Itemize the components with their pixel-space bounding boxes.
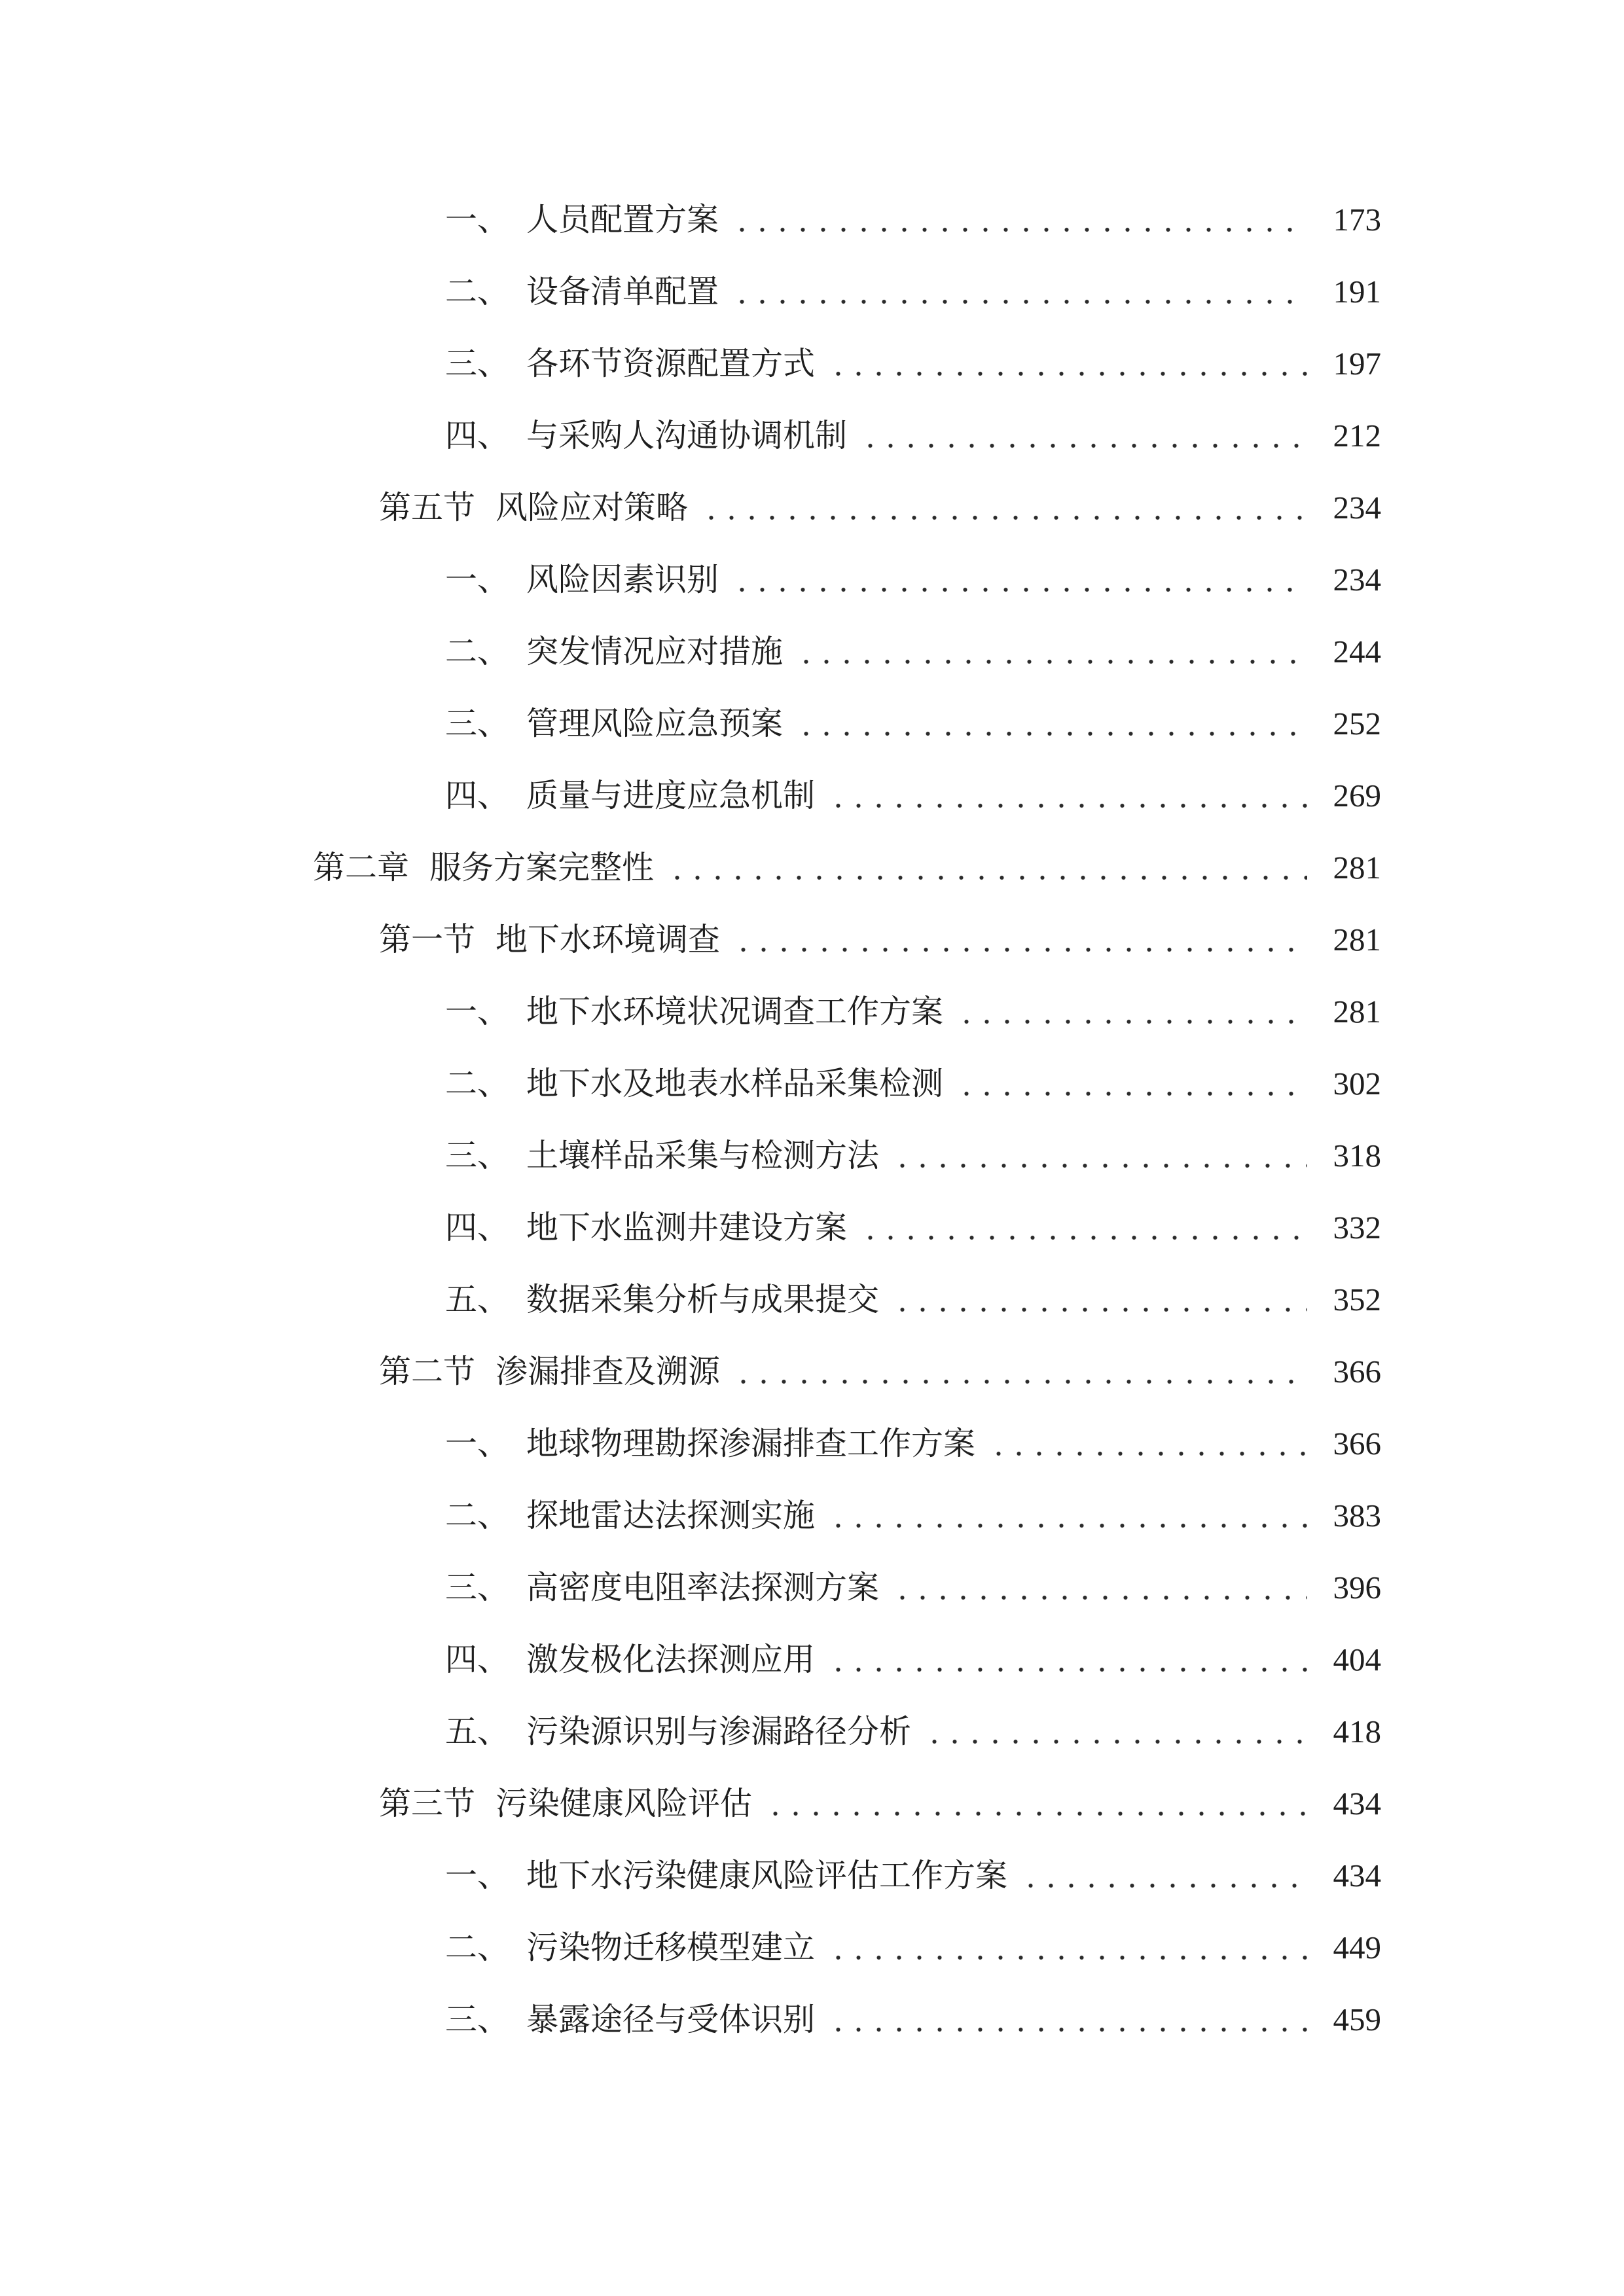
toc-page-number: 404 <box>1333 1641 1381 1677</box>
toc-entry-title: 各环节资源配置方式 <box>526 345 816 382</box>
dot-leader <box>828 780 1307 812</box>
toc-entry-marker: 五、 <box>445 1281 510 1318</box>
toc-entry-title: 污染源识别与渗漏路径分析 <box>526 1713 912 1749</box>
toc-entry-title: 污染健康风险评估 <box>496 1785 753 1821</box>
toc-page-number: 302 <box>1333 1065 1381 1102</box>
toc-page-number: 459 <box>1333 2001 1381 2037</box>
toc-entry-title: 污染物迁移模型建立 <box>526 1929 816 1965</box>
toc-entry-title: 数据采集分析与成果提交 <box>526 1281 880 1318</box>
toc-page-number: 418 <box>1333 1713 1381 1749</box>
toc-entry-item <box>0 1623 1624 1695</box>
toc-entry-title: 地下水环境状况调查工作方案 <box>526 993 944 1030</box>
toc-page-number: 449 <box>1333 1929 1381 1965</box>
toc-entry-item <box>0 1119 1624 1191</box>
toc-page-number: 281 <box>1333 921 1381 958</box>
toc-section-label: 第一节 <box>379 921 476 958</box>
dot-leader <box>765 1787 1307 1820</box>
toc-entry-marker: 二、 <box>445 633 510 670</box>
toc-entry-title: 突发情况应对措施 <box>526 633 784 670</box>
toc-entry-marker: 三、 <box>445 2001 510 2037</box>
toc-entry-title: 地球物理勘探渗漏排查工作方案 <box>526 1425 976 1462</box>
toc-entry-marker: 二、 <box>445 1497 510 1534</box>
toc-page-number: 434 <box>1333 1785 1381 1821</box>
toc-entry-marker: 三、 <box>445 705 510 742</box>
toc-entry-item <box>0 1479 1624 1551</box>
toc-entry-title: 探地雷达法探测实施 <box>526 1497 816 1534</box>
toc-entry-section <box>0 1335 1624 1407</box>
toc-entry-section <box>0 1767 1624 1839</box>
toc-page-number: 269 <box>1333 777 1381 814</box>
toc-entry-title: 地下水污染健康风险评估工作方案 <box>526 1857 1008 1893</box>
toc-entry-marker: 三、 <box>445 1569 510 1605</box>
toc-section-label: 第二节 <box>379 1353 476 1390</box>
toc-entry-title: 激发极化法探测应用 <box>526 1641 816 1677</box>
toc-entry-marker: 四、 <box>445 417 510 454</box>
toc-entry-title: 地下水监测井建设方案 <box>526 1209 848 1246</box>
dot-leader <box>828 2003 1307 2036</box>
toc-entry-title: 高密度电阻率法探测方案 <box>526 1569 880 1605</box>
toc-entry-title: 设备清单配置 <box>526 273 719 310</box>
dot-leader <box>701 492 1307 524</box>
toc-entry-section <box>0 471 1624 543</box>
toc-entry-title: 地下水环境调查 <box>496 921 721 958</box>
toc-entry-item <box>0 975 1624 1047</box>
toc-page-number: 234 <box>1333 489 1381 526</box>
table-of-contents <box>0 183 1624 2055</box>
toc-entry-item <box>0 255 1624 327</box>
dot-leader <box>828 1643 1307 1676</box>
toc-page-number: 366 <box>1333 1353 1381 1390</box>
dot-leader <box>956 996 1307 1028</box>
toc-entry-title: 与采购人沟通协调机制 <box>526 417 848 454</box>
dot-leader <box>732 204 1307 236</box>
dot-leader <box>988 1427 1307 1460</box>
toc-entry-marker: 一、 <box>445 993 510 1030</box>
toc-page-number: 252 <box>1333 705 1381 742</box>
toc-entry-title: 服务方案完整性 <box>429 849 655 886</box>
toc-entry-item <box>0 1911 1624 1983</box>
toc-page-number: 352 <box>1333 1281 1381 1318</box>
toc-entry-title: 地下水及地表水样品采集检测 <box>526 1065 944 1102</box>
toc-entry-marker: 三、 <box>445 345 510 382</box>
toc-entry-item <box>0 399 1624 471</box>
toc-entry-item <box>0 1839 1624 1911</box>
dot-leader <box>892 1283 1307 1316</box>
toc-page-number: 396 <box>1333 1569 1381 1605</box>
toc-page-number: 191 <box>1333 273 1381 310</box>
dot-leader <box>732 564 1307 596</box>
toc-entry-marker: 五、 <box>445 1713 510 1749</box>
dot-leader <box>828 1931 1307 1964</box>
toc-entry-marker: 一、 <box>445 1425 510 1462</box>
toc-entry-title: 人员配置方案 <box>526 201 719 238</box>
dot-leader <box>892 1571 1307 1604</box>
toc-page-number: 434 <box>1333 1857 1381 1893</box>
toc-page-number: 281 <box>1333 993 1381 1030</box>
toc-entry-title: 暴露途径与受体识别 <box>526 2001 816 2037</box>
dot-leader <box>860 1211 1307 1244</box>
toc-entry-item <box>0 183 1624 255</box>
dot-leader <box>796 636 1307 668</box>
toc-page-number: 173 <box>1333 201 1381 238</box>
toc-entry-item <box>0 1263 1624 1335</box>
toc-entry-item <box>0 543 1624 615</box>
dot-leader <box>828 1499 1307 1532</box>
toc-entry-marker: 四、 <box>445 777 510 814</box>
dot-leader <box>733 1355 1307 1388</box>
toc-entry-item <box>0 1407 1624 1479</box>
toc-entry-marker: 一、 <box>445 561 510 598</box>
toc-entry-marker: 三、 <box>445 1137 510 1174</box>
toc-page-number: 212 <box>1333 417 1381 454</box>
toc-entry-marker: 一、 <box>445 1857 510 1893</box>
toc-entry-section <box>0 903 1624 975</box>
toc-entry-item <box>0 1551 1624 1623</box>
toc-page-number: 318 <box>1333 1137 1381 1174</box>
toc-entry-item <box>0 687 1624 759</box>
toc-entry-title: 质量与进度应急机制 <box>526 777 816 814</box>
dot-leader <box>732 276 1307 308</box>
toc-chapter-label: 第二章 <box>313 849 410 886</box>
dot-leader <box>667 852 1307 884</box>
toc-page-number: 383 <box>1333 1497 1381 1534</box>
toc-entry-item <box>0 759 1624 831</box>
toc-entry-item <box>0 327 1624 399</box>
toc-entry-title: 风险应对策略 <box>496 489 689 526</box>
toc-entry-item <box>0 1983 1624 2055</box>
toc-section-label: 第三节 <box>379 1785 476 1821</box>
dot-leader <box>860 420 1307 452</box>
dot-leader <box>796 708 1307 740</box>
toc-entry-marker: 二、 <box>445 1065 510 1102</box>
dot-leader <box>892 1139 1307 1172</box>
toc-entry-marker: 四、 <box>445 1641 510 1677</box>
toc-entry-chapter <box>0 831 1624 903</box>
dot-leader <box>1020 1859 1307 1892</box>
toc-page-number: 197 <box>1333 345 1381 382</box>
toc-entry-item <box>0 1047 1624 1119</box>
toc-entry-marker: 一、 <box>445 201 510 238</box>
toc-page-number: 332 <box>1333 1209 1381 1246</box>
toc-entry-item <box>0 615 1624 687</box>
toc-entry-marker: 二、 <box>445 273 510 310</box>
toc-entry-marker: 二、 <box>445 1929 510 1965</box>
toc-page-number: 234 <box>1333 561 1381 598</box>
toc-section-label: 第五节 <box>379 489 476 526</box>
toc-entry-title: 风险因素识别 <box>526 561 719 598</box>
toc-page-number: 244 <box>1333 633 1381 670</box>
toc-page-number: 366 <box>1333 1425 1381 1462</box>
dot-leader <box>733 924 1307 956</box>
toc-entry-marker: 四、 <box>445 1209 510 1246</box>
toc-entry-title: 渗漏排查及溯源 <box>496 1353 721 1390</box>
dot-leader <box>956 1067 1307 1100</box>
dot-leader <box>828 348 1307 380</box>
toc-entry-title: 土壤样品采集与检测方法 <box>526 1137 880 1174</box>
toc-entry-item <box>0 1695 1624 1767</box>
toc-page-number: 281 <box>1333 849 1381 886</box>
toc-entry-item <box>0 1191 1624 1263</box>
dot-leader <box>924 1715 1307 1748</box>
toc-entry-title: 管理风险应急预案 <box>526 705 784 742</box>
